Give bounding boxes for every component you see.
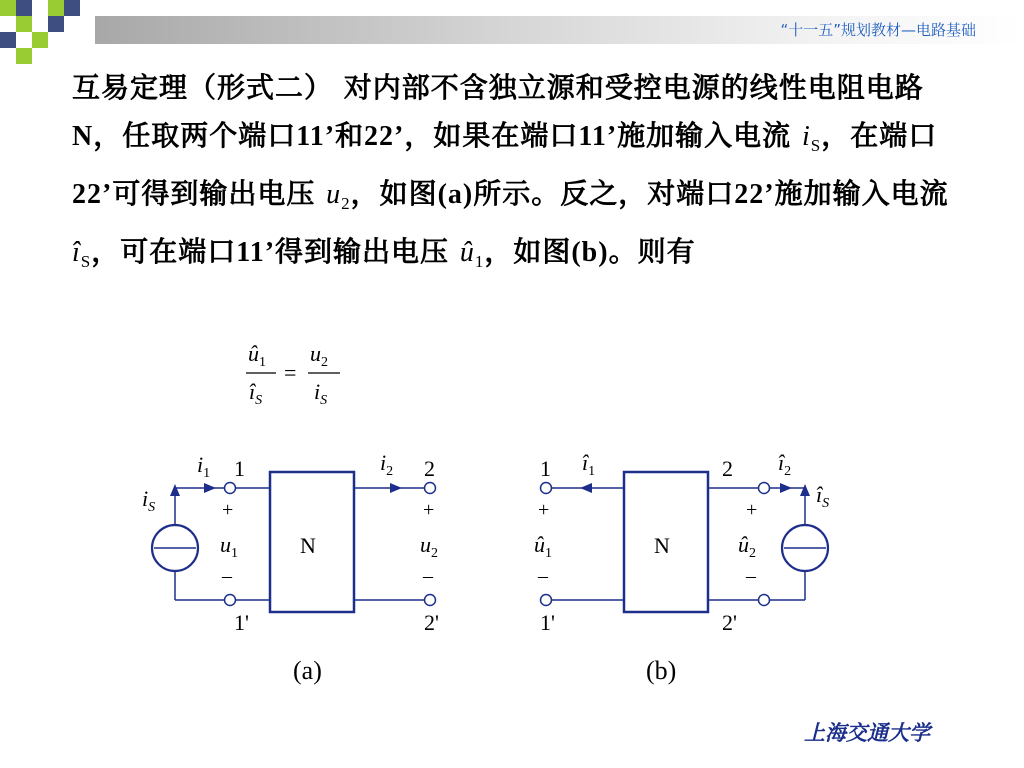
- network-label: N: [654, 533, 670, 558]
- label-i2: $i_2$: [380, 450, 394, 479]
- text-run: ，任取两个端口: [93, 119, 297, 152]
- plus-sign: +: [746, 499, 758, 521]
- formula-num-left: $û_1$: [248, 341, 266, 370]
- deco-square: [48, 0, 64, 16]
- text-run: 11’: [296, 121, 336, 152]
- deco-square: [0, 32, 16, 48]
- formula-den-left: $î_S$: [249, 379, 263, 408]
- university-logo: [802, 710, 942, 750]
- circuit-b: [520, 440, 850, 650]
- formula-equals: =: [284, 360, 297, 385]
- minus-sign: –: [222, 565, 232, 587]
- text-run: N: [72, 121, 94, 152]
- terminal-label-2p: 2': [424, 610, 439, 635]
- deco-square: [48, 16, 64, 32]
- terminal-2: [425, 483, 436, 494]
- terminal-1p: [225, 595, 236, 606]
- label-u2-hat: $û_2$: [738, 532, 756, 561]
- label-u2: $u_2$: [420, 532, 438, 561]
- terminal-2: [759, 483, 770, 494]
- theorem-paragraph: [72, 64, 952, 286]
- top-bar: [0, 0, 1024, 58]
- terminal-label-1p: 1': [234, 610, 249, 635]
- terminal-1p: [541, 595, 552, 606]
- terminal-label-1p: 1': [540, 610, 555, 635]
- text-run: ，如图: [350, 177, 438, 210]
- caption-a: (a): [293, 656, 322, 685]
- network-label: N: [300, 533, 316, 558]
- formula-den-right: $i_S$: [314, 379, 328, 408]
- var-u2: $u_2$: [326, 179, 351, 213]
- caption-b: (b): [646, 656, 677, 685]
- text-run: 11’: [236, 237, 276, 268]
- text-run: 得到输出电压: [275, 235, 450, 268]
- plus-sign: +: [222, 499, 234, 521]
- terminal-label-1: 1: [540, 456, 551, 481]
- text-run: 互易定理（形式二） 对内部不含独立源和受控电源的线性电阻电路: [72, 71, 924, 104]
- text-run: 所示。反之，对端口: [473, 177, 735, 210]
- label-i2-hat: $î_2$: [778, 450, 792, 479]
- text-run: 。则有: [608, 235, 696, 268]
- terminal-1: [541, 483, 552, 494]
- text-run: 施加输入电流: [617, 119, 792, 152]
- text-run: 22’: [364, 121, 405, 152]
- source-arrow: [800, 484, 810, 496]
- terminal-label-2p: 2': [722, 610, 737, 635]
- source-arrow: [170, 484, 180, 496]
- text-run: 可得到输出电压: [112, 177, 316, 210]
- label-u1: $u_1$: [220, 532, 238, 561]
- text-run: 22’: [734, 179, 775, 210]
- header-title: “十一五”规划教材—电路基础: [780, 21, 976, 39]
- current-arrow-i1: [204, 483, 216, 493]
- label-i1: $i_1$: [197, 452, 211, 481]
- minus-sign: –: [538, 565, 548, 587]
- terminal-label-1: 1: [234, 456, 245, 481]
- text-run: (b): [571, 237, 609, 268]
- text-run: 11’: [578, 121, 618, 152]
- label-u1-hat: $û_1$: [534, 532, 552, 561]
- text-run: ，如图: [484, 235, 572, 268]
- circuit-a: [140, 440, 460, 650]
- deco-square: [16, 0, 32, 16]
- terminal-label-2: 2: [424, 456, 435, 481]
- label-is: $i_S$: [142, 486, 156, 515]
- formula-num-right: $u_2$: [310, 341, 328, 370]
- deco-square: [32, 32, 48, 48]
- reciprocity-formula: [240, 335, 350, 415]
- deco-square: [16, 48, 32, 64]
- plus-sign: +: [423, 499, 435, 521]
- text-run: (a): [437, 179, 474, 210]
- terminal-1: [225, 483, 236, 494]
- text-run: 施加输入电流: [774, 177, 949, 210]
- text-run: 22’: [72, 179, 113, 210]
- plus-sign: +: [538, 499, 550, 521]
- text-run: ，可在端口: [91, 235, 237, 268]
- current-arrow-i1-hat: [580, 483, 592, 493]
- terminal-2p: [425, 595, 436, 606]
- text-run: ，如果在端口: [404, 119, 579, 152]
- current-arrow-i2: [390, 483, 402, 493]
- var-u1-hat: $û_1$: [459, 237, 485, 271]
- deco-square: [16, 16, 32, 32]
- deco-square: [0, 0, 16, 16]
- var-is-hat: $î_S$: [72, 237, 92, 271]
- deco-square: [64, 0, 80, 16]
- label-is-hat: $î_S$: [816, 482, 830, 511]
- label-i1-hat: $î_1$: [582, 450, 596, 479]
- terminal-label-2: 2: [722, 456, 733, 481]
- var-is: $i_S$: [801, 121, 822, 155]
- terminal-2p: [759, 595, 770, 606]
- minus-sign: –: [423, 565, 433, 587]
- current-arrow-i2-hat: [780, 483, 792, 493]
- text-run: 和: [335, 119, 365, 152]
- minus-sign: –: [746, 565, 756, 587]
- logo-text: 上海交通大学: [804, 721, 930, 745]
- text-run: ，在端口: [821, 119, 938, 152]
